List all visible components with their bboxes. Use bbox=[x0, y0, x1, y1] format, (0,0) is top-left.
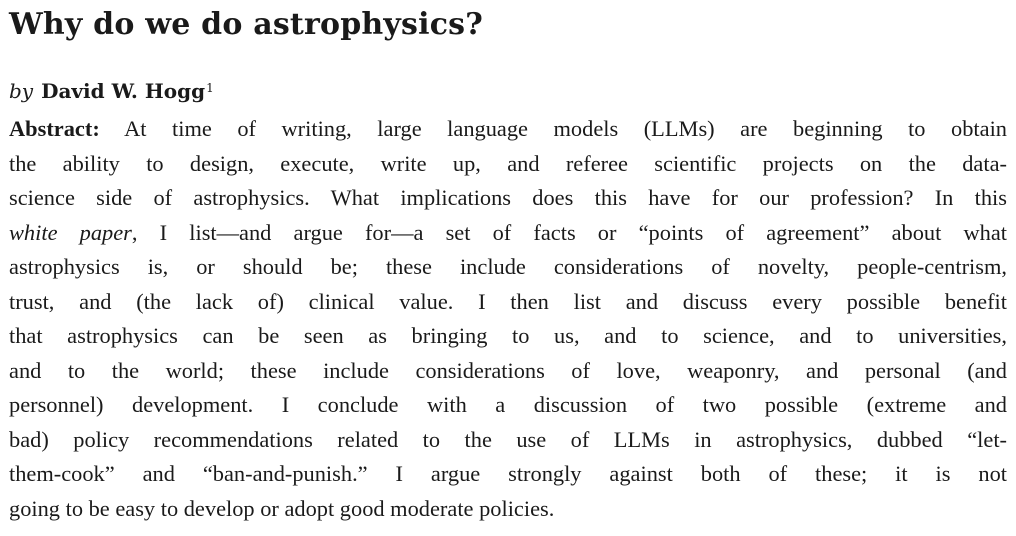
abstract-line: the ability to design, execute, write up, and referee scientific projects on the data- bbox=[9, 150, 1007, 176]
abstract-text: , I list—and argue for—a set of facts or “points of agreement” about what bbox=[131, 219, 1007, 245]
abstract bbox=[9, 112, 1007, 526]
abstract-text: At time of writing, large language models (LLMs) are beginning to obtain bbox=[124, 116, 1007, 141]
abstract-line: bad) policy recommendations related to the use of LLMs in astrophysics, dubbed “let- bbox=[9, 426, 1007, 452]
footnote-mark: 1 bbox=[206, 81, 214, 95]
abstract-line bbox=[9, 112, 1007, 147]
abstract-line: going to be easy to develop or adopt good moderate policies. bbox=[9, 495, 555, 521]
abstract-line: trust, and (the lack of) clinical value. I then list and discuss every possible benefit bbox=[9, 288, 1007, 314]
paper-page bbox=[9, 0, 1007, 526]
byline bbox=[9, 78, 1007, 104]
abstract-line: that astrophysics can be seen as bringing to us, and to science, and to universities, bbox=[9, 323, 1007, 348]
abstract-line: and to the world; these include considerations of love, weaponry, and personal (and bbox=[9, 357, 1007, 383]
paper-title: Why do we do astrophysics? bbox=[9, 7, 484, 42]
abstract-label: Abstract: bbox=[9, 116, 100, 141]
byline-by: by bbox=[9, 79, 34, 103]
abstract-line: astrophysics is, or should be; these include considerations of novelty, people-centrism, bbox=[9, 254, 1007, 279]
abstract-line: science side of astrophysics. What implications does this have for our profession? In this bbox=[9, 185, 1007, 210]
author-name: David W. Hogg bbox=[41, 79, 206, 103]
abstract-line: them-cook” and “ban-and-punish.” I argue strongly against both of these; it is not bbox=[9, 461, 1007, 486]
emphasis-white-paper: white paper bbox=[9, 219, 132, 245]
abstract-line bbox=[9, 216, 1007, 251]
abstract-line: personnel) development. I conclude with a discussion of two possible (extreme and bbox=[9, 392, 1007, 417]
